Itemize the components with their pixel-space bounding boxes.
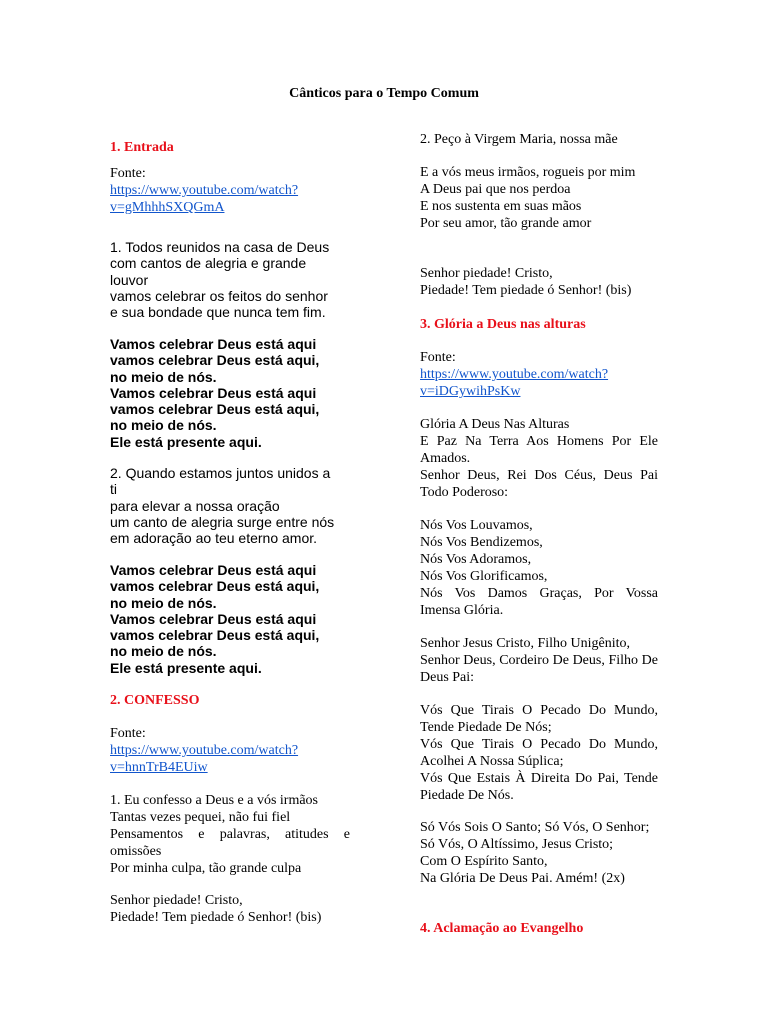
verse-1 <box>110 239 350 320</box>
lyric-line: E Paz Na Terra Aos Homens Por Ele Amados. <box>420 434 658 466</box>
lyric-line: Vós Que Tirais O Pecado Do Mundo, Tende Piedade De Nós; <box>420 703 658 735</box>
lyric-line: Pensamentos e palavras, atitudes e omissões <box>110 827 350 859</box>
chorus-line: Vamos celebrar Deus está aqui <box>110 336 317 352</box>
confesso-refrain <box>110 892 350 926</box>
chorus-line: Vamos celebrar Deus está aqui <box>110 610 317 627</box>
lyric-line: Só Vós, O Altíssimo, Jesus Cristo; <box>420 837 614 852</box>
gloria-stanza-5 <box>420 819 658 887</box>
lyric-line: Glória A Deus Nas Alturas <box>420 417 570 432</box>
source-link-line[interactable]: https://www.youtube.com/watch? <box>420 367 609 382</box>
source-link-line[interactable]: v=gMhhhSXQGmA <box>110 200 225 215</box>
lyric-line: para elevar a nossa oração <box>110 497 280 514</box>
chorus-line: no meio de nós. <box>110 643 217 660</box>
lyric-line: Por minha culpa, tão grande culpa <box>110 861 302 876</box>
lyric-line: vamos celebrar os feitos do senhor <box>110 287 328 304</box>
chorus-line: vamos celebrar Deus está aqui, <box>110 627 320 644</box>
gloria-stanza-2 <box>420 517 658 619</box>
lyric-line: Na Glória De Deus Pai. Amém! (2x) <box>420 871 625 886</box>
lyric-line: E nos sustenta em suas mãos <box>420 199 582 214</box>
gloria-stanza-1 <box>420 416 658 501</box>
confesso-verse-2 <box>420 164 658 232</box>
lyric-line: Piedade! Tem piedade ó Senhor! (bis) <box>420 283 632 298</box>
section-heading-entrada: 1. Entrada <box>110 140 174 155</box>
lyric-line: 2. Quando estamos juntos unidos a <box>110 465 331 481</box>
chorus-line: vamos celebrar Deus está aqui, <box>110 352 320 369</box>
chorus-2 <box>110 562 350 676</box>
lyric-line: em adoração ao teu eterno amor. <box>110 530 318 547</box>
lyric-line: Nós Vos Bendizemos, <box>420 535 543 550</box>
chorus-line: Ele está presente aqui. <box>110 433 262 450</box>
chorus-line: no meio de nós. <box>110 368 217 385</box>
chorus-line: vamos celebrar Deus está aqui, <box>110 578 320 595</box>
lyric-line: Nós Vos Glorificamos, <box>420 569 548 584</box>
chorus-line: no meio de nós. <box>110 417 217 434</box>
source-label: Fonte: <box>110 166 146 181</box>
document-title: Cânticos para o Tempo Comum <box>289 86 479 101</box>
lyric-line: Senhor piedade! Cristo, <box>420 266 553 281</box>
chorus-line: Ele está presente aqui. <box>110 659 262 676</box>
lyric-line: Nós Vos Adoramos, <box>420 552 532 567</box>
gloria-stanza-4 <box>420 702 658 804</box>
lyric-line: 1. Eu confesso a Deus e a vós irmãos <box>110 793 319 808</box>
source-link-line[interactable]: v=iDGywihPsKw <box>420 384 521 399</box>
source-link[interactable] <box>110 742 350 776</box>
source-link-line[interactable]: v=hnnTrB4EUiw <box>110 760 208 775</box>
source-label: Fonte: <box>420 350 456 365</box>
chorus-line: Vamos celebrar Deus está aqui <box>110 562 317 578</box>
lyric-line: Nós Vos Louvamos, <box>420 518 533 533</box>
source-link[interactable] <box>110 182 350 216</box>
lyric-line: Por seu amor, tão grande amor <box>420 216 592 231</box>
lyric-line: E a vós meus irmãos, rogueis por mim <box>420 165 636 180</box>
lyric-line: Só Vós Sois O Santo; Só Vós, O Senhor; <box>420 820 650 835</box>
lyric-line: Senhor piedade! Cristo, <box>110 893 243 908</box>
lyric-line: Vós Que Estais À Direita Do Pai, Tende Piedade De Nós. <box>420 771 658 803</box>
chorus-line: Vamos celebrar Deus está aqui <box>110 384 317 401</box>
lyric-line: Senhor Deus, Cordeiro De Deus, Filho De Deus Pai: <box>420 653 658 685</box>
chorus-line: no meio de nós. <box>110 594 217 611</box>
lyric-line: ti <box>110 481 117 498</box>
confesso-verse <box>110 792 350 877</box>
lyric-line: Tantas vezes pequei, não fui fiel <box>110 810 291 825</box>
chorus-1 <box>110 336 350 450</box>
lyric-line: Senhor Deus, Rei Dos Céus, Deus Pai Todo Poderoso: <box>420 468 658 500</box>
source-link-line[interactable]: https://www.youtube.com/watch? <box>110 743 299 758</box>
section-heading-gloria: 3. Glória a Deus nas alturas <box>420 317 586 332</box>
source-label: Fonte: <box>110 726 146 741</box>
source-link[interactable] <box>420 366 658 400</box>
gloria-stanza-3 <box>420 635 658 686</box>
verse-2 <box>110 465 350 546</box>
lyric-line: louvor <box>110 271 149 288</box>
lyric-line: A Deus pai que nos perdoa <box>420 182 571 197</box>
lyric-line: 2. Peço à Virgem Maria, nossa mãe <box>420 132 618 147</box>
confesso-refrain-2 <box>420 265 658 299</box>
section-heading-confesso: 2. CONFESSO <box>110 693 200 708</box>
lyric-line: Vós Que Tirais O Pecado Do Mundo, Acolhei A Nossa Súplica; <box>420 737 658 769</box>
lyric-line: um canto de alegria surge entre nós <box>110 513 335 530</box>
lyric-line: Nós Vos Damos Graças, Por Vossa Imensa Glória. <box>420 586 658 618</box>
chorus-line: vamos celebrar Deus está aqui, <box>110 401 320 418</box>
lyric-line: Piedade! Tem piedade ó Senhor! (bis) <box>110 910 322 925</box>
lyric-line: e sua bondade que nunca tem fim. <box>110 304 326 321</box>
source-link-line[interactable]: https://www.youtube.com/watch? <box>110 183 299 198</box>
lyric-line: Com O Espírito Santo, <box>420 854 548 869</box>
lyric-line: Senhor Jesus Cristo, Filho Unigênito, <box>420 636 631 651</box>
lyric-line: com cantos de alegria e grande <box>110 255 307 272</box>
lyric-line: 1. Todos reunidos na casa de Deus <box>110 239 330 255</box>
section-heading-aclamacao: 4. Aclamação ao Evangelho <box>420 921 584 936</box>
